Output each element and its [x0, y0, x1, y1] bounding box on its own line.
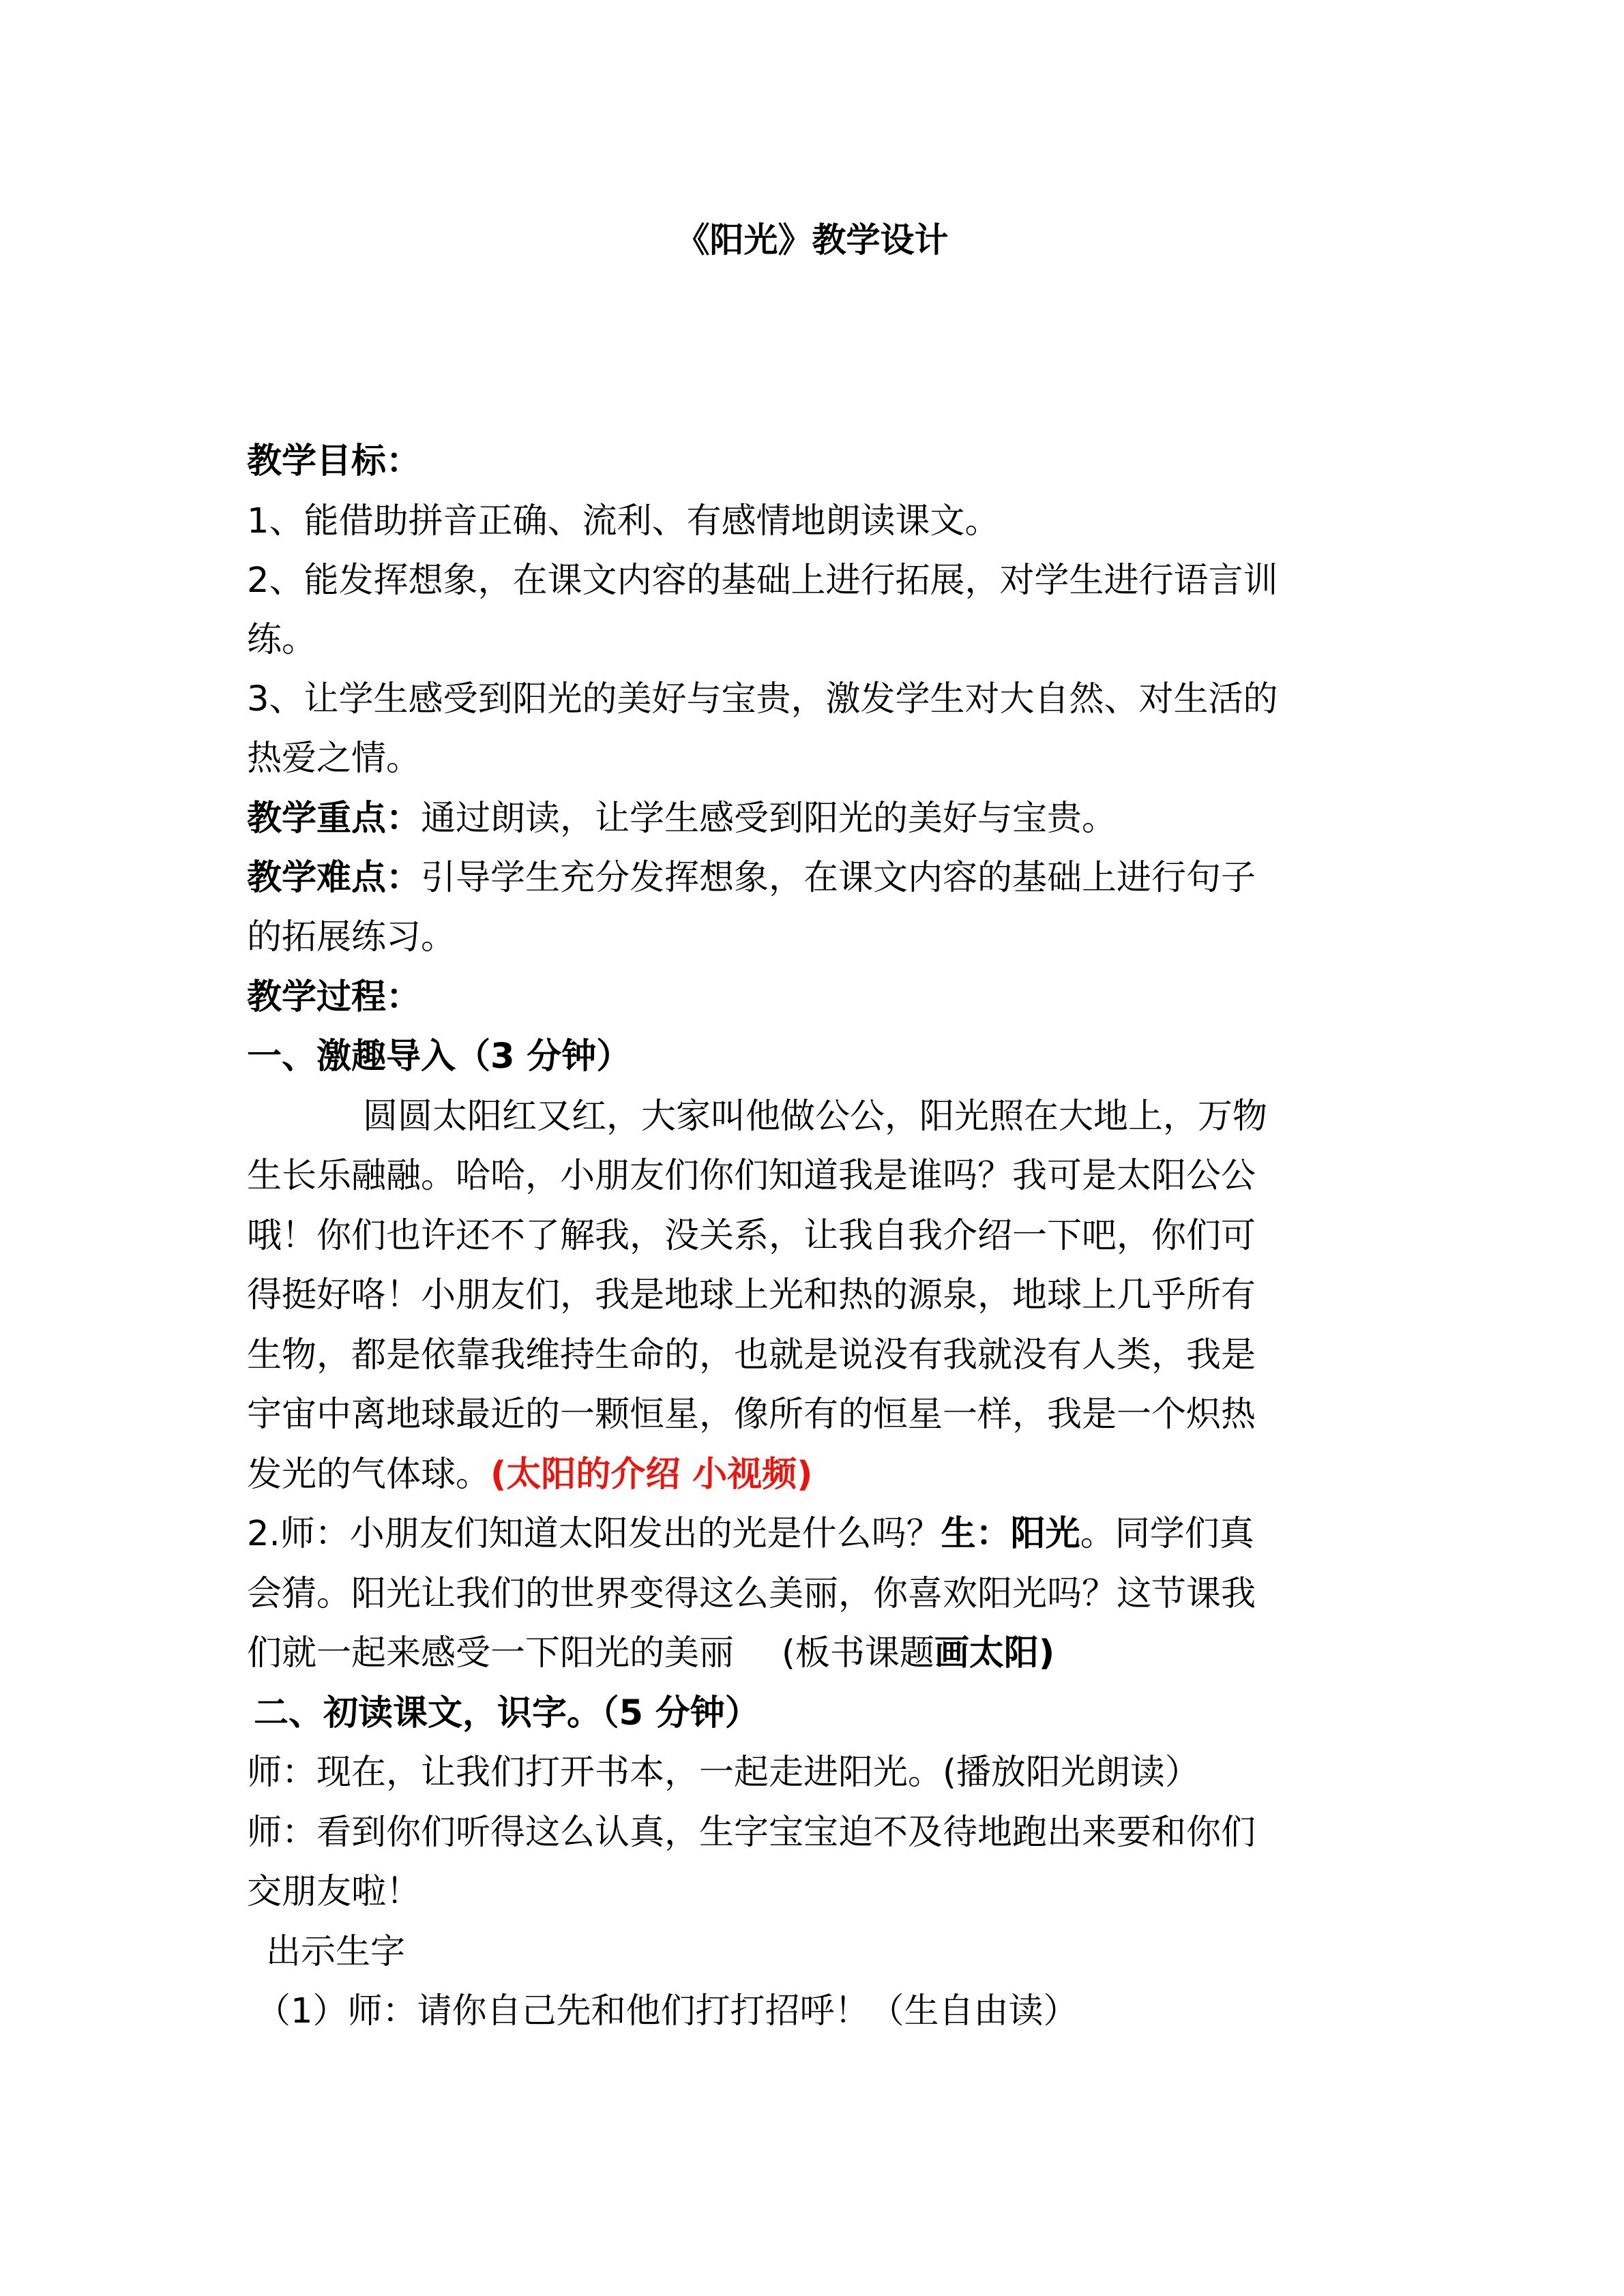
intro-line-4: 得挺好咯！小朋友们，我是地球上光和热的源泉，地球上几乎所有: [247, 1275, 1256, 1315]
chars-line1: 师：看到你们听得这么认真，生字宝宝迫不及待地跑出来要和你们: [247, 1813, 1256, 1853]
q2-prefix: 2.师：小朋友们知道太阳发出的光是什么吗？: [247, 1514, 941, 1554]
process-heading: 教学过程：: [247, 977, 422, 1017]
objectives-heading: 教学目标：: [247, 441, 422, 481]
difficulty-text-line2: 的拓展练习。: [247, 917, 456, 957]
objective-2-line2: 练。: [247, 620, 317, 660]
objective-3-line2: 热爱之情。: [247, 739, 422, 779]
intro-line-7: [247, 1451, 1386, 1499]
q2-line2: 会猜。阳光让我们的世界变得这么美丽，你喜欢阳光吗？这节课我: [247, 1574, 1256, 1614]
show-chars: 出示生字: [266, 1932, 406, 1972]
intro-video-note: (太阳的介绍 小视频): [490, 1455, 813, 1495]
document-title: 《阳光》教学设计: [675, 220, 949, 260]
chars-line2: 交朋友啦！: [247, 1872, 422, 1912]
intro-line-1: 圆圆太阳红又红，大家叫他做公公，阳光照在大地上，万物: [363, 1097, 1268, 1137]
board-note-prefix: (板书课题: [782, 1633, 934, 1673]
key-point: [247, 795, 1386, 843]
step-1: （1）师：请你自己先和他们打打招呼！（生自由读）: [256, 1991, 1078, 2031]
intro-line-3: 哦！你们也许还不了解我，没关系，让我自我介绍一下吧，你们可: [247, 1216, 1256, 1256]
objective-3-line1: 3、让学生感受到阳光的美好与宝贵，激发学生对大自然、对生活的: [247, 679, 1278, 719]
read-line: 师：现在，让我们打开书本，一起走进阳光。(播放阳光朗读）: [247, 1753, 1200, 1793]
difficulty-text-line1: 引导学生充分发挥想象，在课文内容的基础上进行句子: [421, 858, 1256, 898]
q2-line1: [247, 1510, 1386, 1558]
q2-line3: [247, 1630, 1386, 1678]
intro-line-5: 生物，都是依靠我维持生命的，也就是说没有我就没有人类，我是: [247, 1335, 1256, 1375]
q2-suffix: 。同学们真: [1080, 1514, 1254, 1554]
difficulty: [247, 854, 1386, 902]
section2-heading: 二、初读课文，识字。（5 分钟）: [254, 1693, 760, 1733]
key-point-label: 教学重点：: [247, 799, 422, 839]
difficulty-label: 教学难点：: [247, 858, 422, 898]
board-note-bold: 画太阳): [934, 1633, 1055, 1673]
section1-heading: 一、激趣导入（3 分钟）: [247, 1037, 632, 1077]
objective-1: 1、能借助拼音正确、流利、有感情地朗读课文。: [247, 501, 1000, 541]
intro-line-2: 生长乐融融。哈哈，小朋友们你们知道我是谁吗？我可是太阳公公: [247, 1156, 1256, 1196]
objective-2-line1: 2、能发挥想象，在课文内容的基础上进行拓展，对学生进行语言训: [247, 561, 1278, 601]
intro-last-text: 发光的气体球。: [247, 1455, 491, 1495]
q2-line3-text: 们就一起来感受一下阳光的美丽: [247, 1633, 735, 1673]
q2-answer: 生：阳光: [941, 1514, 1080, 1554]
key-point-text: 通过朗读，让学生感受到阳光的美好与宝贵。: [421, 799, 1117, 839]
intro-line-6: 宇宙中离地球最近的一颗恒星，像所有的恒星一样，我是一个炽热: [247, 1395, 1256, 1435]
